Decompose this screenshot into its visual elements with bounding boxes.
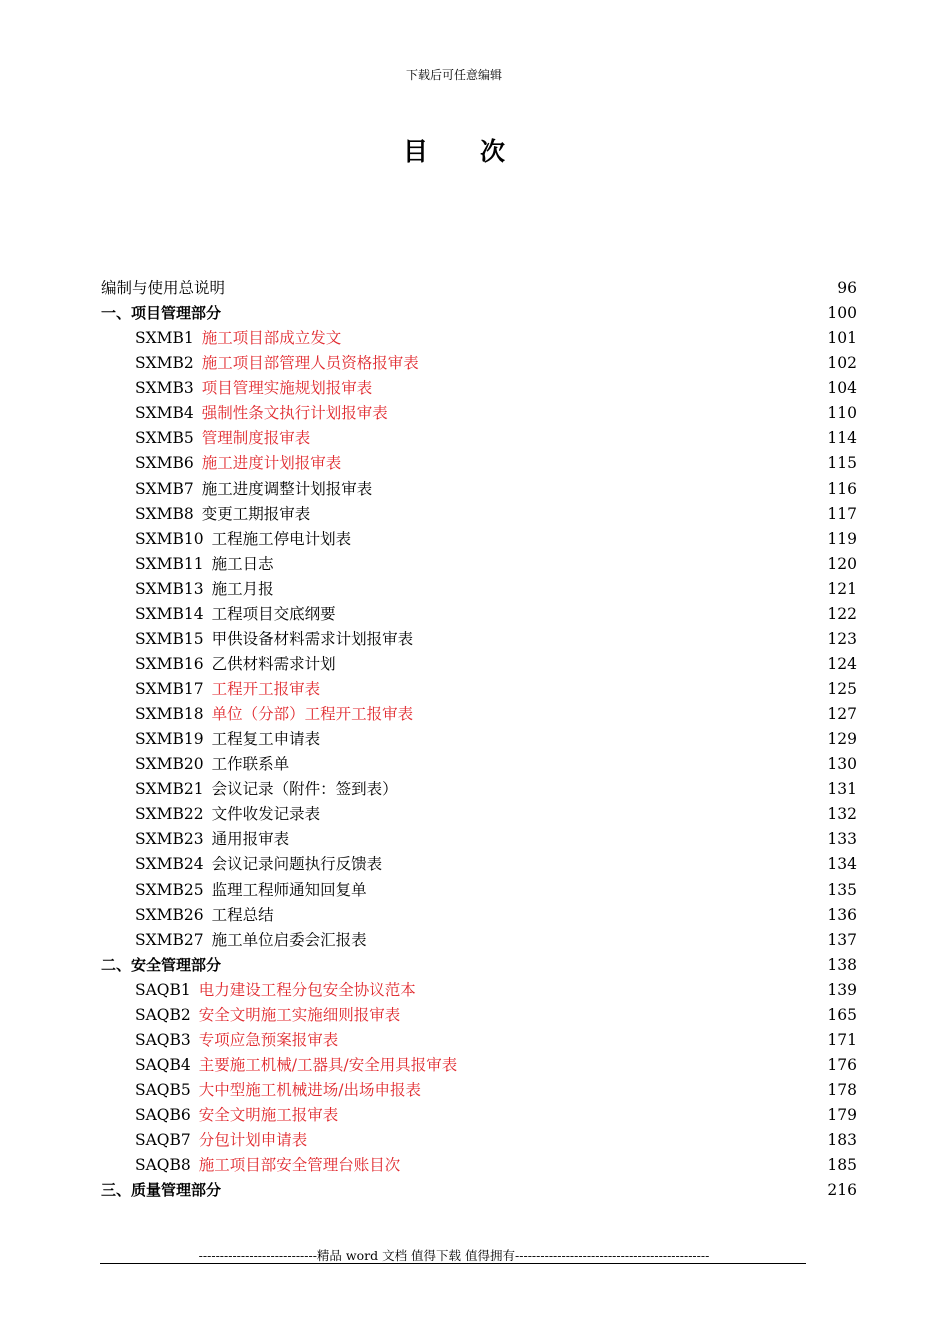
toc-code: SXMB25	[135, 880, 204, 899]
toc-row	[101, 602, 857, 627]
toc-title[interactable]: 电力建设工程分包安全协议范本	[198, 980, 416, 999]
toc-row	[101, 852, 857, 877]
toc-code: SXMB23	[135, 830, 204, 849]
toc-entry	[101, 1178, 221, 1203]
toc-page-number: 138	[827, 955, 857, 974]
toc-code: SXMB22	[135, 805, 204, 824]
toc-entry	[135, 451, 341, 476]
toc-code: SXMB18	[135, 705, 204, 724]
toc-title[interactable]: 施工项目部成立发文	[201, 329, 342, 348]
toc-row	[101, 928, 857, 953]
toc-code: SXMB26	[135, 905, 204, 924]
toc-page-number: 183	[827, 1131, 857, 1150]
toc-title[interactable]: 主要施工机械/工器具/安全用具报审表	[198, 1055, 458, 1074]
toc-entry	[135, 351, 419, 376]
toc-page-number: 101	[827, 329, 857, 348]
toc-page-number: 133	[827, 830, 857, 849]
toc-entry	[135, 802, 320, 827]
toc-page-number: 178	[827, 1081, 857, 1099]
toc-title: 会议记录（附件：签到表）	[211, 780, 398, 799]
toc-row	[101, 552, 857, 577]
toc-entry	[135, 1003, 400, 1028]
toc-title: 施工月报	[211, 579, 274, 598]
toc-row	[101, 351, 857, 376]
table-of-contents	[101, 276, 857, 1203]
toc-code: SXMB6	[135, 454, 194, 473]
toc-page-number: 134	[827, 855, 857, 874]
toc-code: SXMB1	[135, 329, 194, 348]
toc-entry	[101, 953, 221, 978]
toc-code: SXMB21	[135, 780, 204, 799]
toc-entry	[135, 376, 372, 401]
toc-row	[101, 702, 857, 727]
toc-page-number: 139	[827, 980, 857, 999]
toc-row	[101, 1078, 857, 1103]
toc-entry	[135, 527, 351, 552]
toc-page-number: 114	[827, 429, 857, 448]
toc-code: SAQB2	[135, 1005, 191, 1024]
toc-title[interactable]: 项目管理实施规划报审表	[201, 379, 373, 398]
toc-title: 工程施工停电计划表	[211, 529, 352, 548]
toc-code: SXMB10	[135, 529, 204, 548]
toc-page-number: 127	[827, 705, 857, 724]
toc-row	[101, 1053, 857, 1078]
toc-title: 三、质量管理部分	[101, 1181, 222, 1200]
toc-title[interactable]: 施工项目部安全管理台账目次	[198, 1156, 401, 1175]
toc-page-number: 104	[827, 379, 857, 398]
toc-code: SXMB20	[135, 755, 204, 774]
toc-page-number: 216	[827, 1181, 857, 1200]
toc-page-number: 96	[837, 279, 857, 297]
toc-title: 施工单位启委会汇报表	[211, 930, 367, 949]
toc-title: 甲供设备材料需求计划报审表	[211, 629, 414, 648]
toc-row	[101, 527, 857, 552]
toc-code: SXMB27	[135, 930, 204, 949]
toc-page-number: 117	[827, 504, 857, 523]
toc-row	[101, 777, 857, 802]
toc-row	[101, 627, 857, 652]
footer-divider	[100, 1263, 806, 1264]
toc-entry	[101, 301, 221, 326]
toc-row	[101, 426, 857, 451]
toc-code: SXMB13	[135, 579, 204, 598]
toc-row	[101, 978, 857, 1003]
toc-code: SXMB19	[135, 730, 204, 749]
toc-title: 变更工期报审表	[201, 504, 311, 523]
toc-page-number: 131	[827, 780, 857, 799]
toc-code: SAQB8	[135, 1156, 191, 1175]
toc-entry	[101, 276, 225, 301]
toc-title: 工作联系单	[211, 755, 290, 774]
toc-code: SAQB6	[135, 1106, 191, 1125]
toc-row	[101, 1028, 857, 1053]
toc-title[interactable]: 大中型施工机械进场/出场申报表	[198, 1081, 422, 1099]
toc-title: 二、安全管理部分	[101, 955, 222, 974]
toc-title: 施工日志	[211, 554, 274, 573]
toc-page-number: 121	[827, 579, 857, 598]
toc-title[interactable]: 工程开工报审表	[211, 680, 321, 698]
toc-entry	[135, 652, 336, 677]
document-title: 目次	[402, 137, 557, 166]
toc-page-number: 176	[827, 1055, 857, 1074]
toc-title: 乙供材料需求计划	[211, 654, 336, 673]
toc-row	[101, 652, 857, 677]
toc-title[interactable]: 单位（分部）工程开工报审表	[211, 705, 414, 724]
toc-title: 文件收发记录表	[211, 805, 321, 824]
toc-title[interactable]: 安全文明施工实施细则报审表	[198, 1005, 401, 1024]
toc-section-row	[101, 301, 857, 326]
toc-entry	[135, 677, 320, 702]
toc-page-number: 135	[827, 880, 857, 899]
toc-row	[101, 903, 857, 928]
toc-entry	[135, 702, 413, 727]
toc-title: 会议记录问题执行反馈表	[211, 855, 383, 874]
toc-code: SAQB3	[135, 1030, 191, 1049]
toc-page-number: 185	[827, 1156, 857, 1175]
toc-page-number: 102	[827, 354, 857, 373]
toc-row	[101, 878, 857, 903]
toc-page-number: 165	[827, 1005, 857, 1024]
toc-entry	[135, 978, 416, 1003]
toc-title: 施工进度调整计划报审表	[201, 479, 373, 498]
toc-row	[101, 276, 857, 301]
toc-row	[101, 752, 857, 777]
toc-entry	[135, 928, 367, 953]
footer-text: ----------------------------精品 word 文档 值得下载 值得拥有----------------------------------------------	[198, 1248, 710, 1263]
toc-code: SXMB3	[135, 379, 194, 398]
toc-code: SXMB7	[135, 479, 194, 498]
toc-entry	[135, 727, 320, 752]
toc-page-number: 124	[827, 654, 857, 673]
toc-row	[101, 577, 857, 602]
toc-code: SXMB24	[135, 855, 204, 874]
toc-row	[101, 451, 857, 476]
toc-page-number: 115	[827, 454, 857, 473]
toc-title[interactable]: 专项应急预案报审表	[198, 1030, 339, 1049]
toc-section-row	[101, 953, 857, 978]
toc-code: SXMB11	[135, 554, 204, 573]
toc-entry	[135, 777, 398, 802]
toc-page-number: 125	[827, 680, 857, 698]
toc-code: SXMB2	[135, 354, 194, 373]
toc-row	[101, 502, 857, 527]
toc-code: SXMB15	[135, 629, 204, 648]
toc-page-number: 179	[827, 1106, 857, 1125]
toc-row	[101, 1153, 857, 1178]
toc-page-number: 123	[827, 629, 857, 648]
toc-code: SAQB5	[135, 1081, 191, 1099]
toc-entry	[135, 1128, 307, 1153]
toc-page-number: 122	[827, 604, 857, 623]
toc-entry	[135, 1028, 338, 1053]
toc-title: 工程项目交底纲要	[211, 604, 336, 623]
toc-title: 工程总结	[211, 905, 274, 924]
toc-row	[101, 326, 857, 351]
toc-title[interactable]: 管理制度报审表	[201, 429, 311, 448]
toc-entry	[135, 326, 341, 351]
toc-page-number: 137	[827, 930, 857, 949]
toc-page-number: 136	[827, 905, 857, 924]
toc-entry	[135, 752, 289, 777]
toc-code: SAQB4	[135, 1055, 191, 1074]
toc-page-number: 100	[827, 304, 857, 323]
toc-row	[101, 376, 857, 401]
toc-title: 一、项目管理部分	[101, 304, 222, 323]
toc-title[interactable]: 强制性条文执行计划报审表	[201, 404, 388, 423]
toc-entry	[135, 602, 336, 627]
toc-section-row	[101, 1178, 857, 1203]
toc-entry	[135, 1103, 338, 1128]
toc-entry	[135, 627, 413, 652]
toc-entry	[135, 502, 310, 527]
toc-entry	[135, 1078, 421, 1103]
toc-row	[101, 827, 857, 852]
toc-title[interactable]: 安全文明施工报审表	[198, 1106, 339, 1125]
toc-title[interactable]: 施工进度计划报审表	[201, 454, 342, 473]
toc-page-number: 171	[827, 1030, 857, 1049]
toc-row	[101, 677, 857, 702]
toc-row	[101, 1103, 857, 1128]
toc-entry	[135, 852, 382, 877]
header-note: 下载后可任意编辑	[405, 68, 502, 82]
toc-code: SXMB17	[135, 680, 204, 698]
toc-row	[101, 1128, 857, 1153]
toc-row	[101, 802, 857, 827]
toc-entry	[135, 1053, 457, 1078]
toc-title: 编制与使用总说明	[101, 279, 226, 297]
toc-entry	[135, 1153, 400, 1178]
toc-page-number: 116	[827, 479, 857, 498]
toc-entry	[135, 426, 310, 451]
toc-page-number: 120	[827, 554, 857, 573]
toc-title: 工程复工申请表	[211, 730, 321, 749]
toc-code: SXMB14	[135, 604, 204, 623]
toc-entry	[135, 827, 289, 852]
toc-entry	[135, 552, 274, 577]
toc-page-number: 129	[827, 730, 857, 749]
toc-code: SAQB1	[135, 980, 191, 999]
toc-title[interactable]: 施工项目部管理人员资格报审表	[201, 354, 419, 373]
toc-title[interactable]: 分包计划申请表	[198, 1131, 308, 1150]
toc-title: 通用报审表	[211, 830, 290, 849]
toc-code: SAQB7	[135, 1131, 191, 1150]
toc-entry	[135, 577, 274, 602]
toc-entry	[135, 903, 274, 928]
toc-entry	[135, 477, 372, 502]
toc-entry	[135, 878, 367, 903]
toc-page-number: 119	[827, 529, 857, 548]
toc-code: SXMB4	[135, 404, 194, 423]
toc-code: SXMB16	[135, 654, 204, 673]
toc-entry	[135, 401, 388, 426]
toc-page-number: 110	[827, 404, 857, 423]
toc-row	[101, 1003, 857, 1028]
toc-page-number: 130	[827, 755, 857, 774]
toc-row	[101, 477, 857, 502]
toc-row	[101, 401, 857, 426]
toc-code: SXMB5	[135, 429, 194, 448]
toc-page-number: 132	[827, 805, 857, 824]
toc-title: 监理工程师通知回复单	[211, 880, 367, 899]
toc-code: SXMB8	[135, 504, 194, 523]
toc-row	[101, 727, 857, 752]
